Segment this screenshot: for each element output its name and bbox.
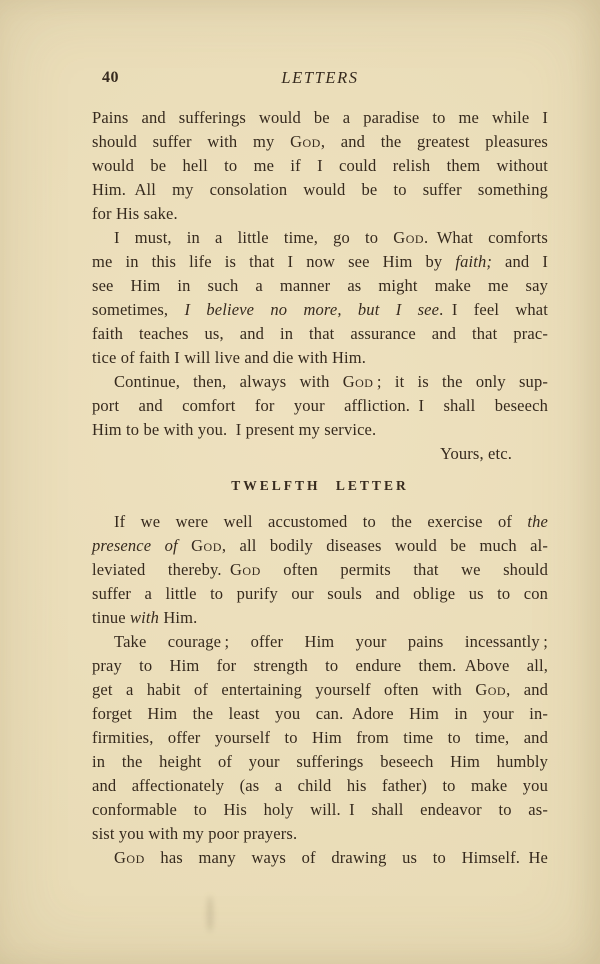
text-segment: port and comfort for your affliction. I shall beseech (92, 396, 548, 415)
text-segment: suffer a little to purify our souls and oblige us to con (92, 584, 548, 603)
text-segment: should suffer with my (92, 132, 291, 151)
italic-phrase: with (130, 608, 160, 627)
text-segment: Him. All my consolation would be to suffer something (92, 180, 548, 199)
text-segment: see Him in such a manner as might make me say (92, 276, 548, 295)
text-line (92, 558, 548, 582)
italic-phrase: presence of (92, 536, 178, 555)
text-segment: often permits that we should (260, 560, 549, 579)
text-line (92, 178, 548, 202)
paper-smudge (207, 896, 213, 932)
text-line (92, 510, 548, 534)
text-segment: Continue, then, always with (114, 372, 343, 391)
text-segment: Him to be with you. I present my service. (92, 420, 377, 439)
text-segment: for His sake. (92, 204, 178, 223)
text-segment: in the height of your sufferings beseech Him humbly (92, 752, 548, 771)
text-segment: I must, in a little time, go to (114, 228, 394, 247)
text-line (92, 678, 548, 702)
italic-phrase: the (527, 512, 548, 531)
text-segment: conformable to His holy will. I shall endeavor to as- (92, 800, 548, 819)
text-line (92, 702, 548, 726)
paragraph (92, 630, 548, 846)
text-segment: Him. (159, 608, 198, 627)
text-line (92, 250, 548, 274)
italic-phrase: I believe no more, but I see (184, 300, 440, 319)
text-segment: Take courage ; offer Him your pains incessantly ; (114, 632, 548, 651)
text-line (92, 370, 548, 394)
italic-phrase: faith; (455, 252, 492, 271)
text-segment: tinue (92, 608, 131, 627)
text-segment: , and the greatest pleasures (320, 132, 548, 151)
text-segment: sometimes, (92, 300, 185, 319)
small-caps-word: God (230, 560, 261, 579)
paragraph (92, 106, 548, 226)
text-line (92, 130, 548, 154)
text-segment: get a habit of entertaining yourself often with (92, 680, 476, 699)
text-segment: . I feel what (439, 300, 548, 319)
text-line (92, 154, 548, 178)
text-line (92, 394, 548, 418)
text-line (92, 298, 548, 322)
small-caps-word: God (342, 372, 374, 391)
text-line (92, 202, 548, 226)
text-segment: , all bodily diseases would be much al- (221, 536, 548, 555)
text-segment: has many ways of drawing us to Himself. He (144, 848, 548, 867)
text-line (92, 274, 548, 298)
small-caps-word: God (114, 848, 145, 867)
text-segment (178, 536, 191, 555)
small-caps-word: God (191, 536, 222, 555)
text-segment: If we were well accustomed to the exercise of (114, 512, 528, 531)
text-segment: . What comforts (424, 228, 548, 247)
text-segment: sist you with my poor prayers. (92, 824, 298, 843)
text-line (92, 106, 548, 130)
page-header (92, 66, 548, 90)
text-segment: , and (506, 680, 549, 699)
text-line (92, 534, 548, 558)
text-segment: and affectionately (as a child his father) to make you (92, 776, 548, 795)
text-segment: forget Him the least you can. Adore Him in your in- (92, 704, 548, 723)
text-line (92, 346, 548, 370)
small-caps-word: God (290, 132, 321, 151)
paragraph (92, 370, 548, 442)
signature-line: Yours, etc. (440, 444, 512, 463)
text-line (92, 418, 548, 442)
small-caps-word: God (393, 228, 425, 247)
text-segment: leviated thereby. (92, 560, 231, 579)
paragraph (92, 226, 548, 370)
text-line (92, 822, 548, 846)
text-segment: would be hell to me if I could relish them without (92, 156, 548, 175)
text-segment: tice of faith I will live and die with Him. (92, 348, 367, 367)
small-caps-word: God (475, 680, 507, 699)
paragraph (92, 846, 548, 870)
text-line (92, 774, 548, 798)
text-line (92, 750, 548, 774)
text-line (92, 846, 548, 870)
text-segment: faith teaches us, and in that assurance and that prac- (92, 324, 548, 343)
text-line (92, 322, 548, 346)
text-line (92, 654, 548, 678)
page-number: 40 (102, 69, 119, 86)
text-line (92, 630, 548, 654)
text-line (92, 582, 548, 606)
text-segment: me in this life is that I now see Him by (92, 252, 456, 271)
text-line (92, 798, 548, 822)
text-segment: Pains and sufferings would be a paradise to me while I (92, 108, 548, 127)
text-segment: firmities, offer yourself to Him from time to time, and (92, 728, 548, 747)
text-segment: pray to Him for strength to endure them. Above all, (92, 656, 548, 675)
text-segment: ; it is the only sup- (373, 372, 548, 391)
text-line (92, 226, 548, 250)
text-segment: and I (492, 252, 549, 271)
section-heading: TWELFTH LETTER (231, 478, 409, 493)
text-line (92, 726, 548, 750)
paragraph (92, 510, 548, 630)
text-line (92, 606, 548, 630)
text-block (92, 106, 548, 870)
running-head: LETTERS (281, 68, 359, 87)
